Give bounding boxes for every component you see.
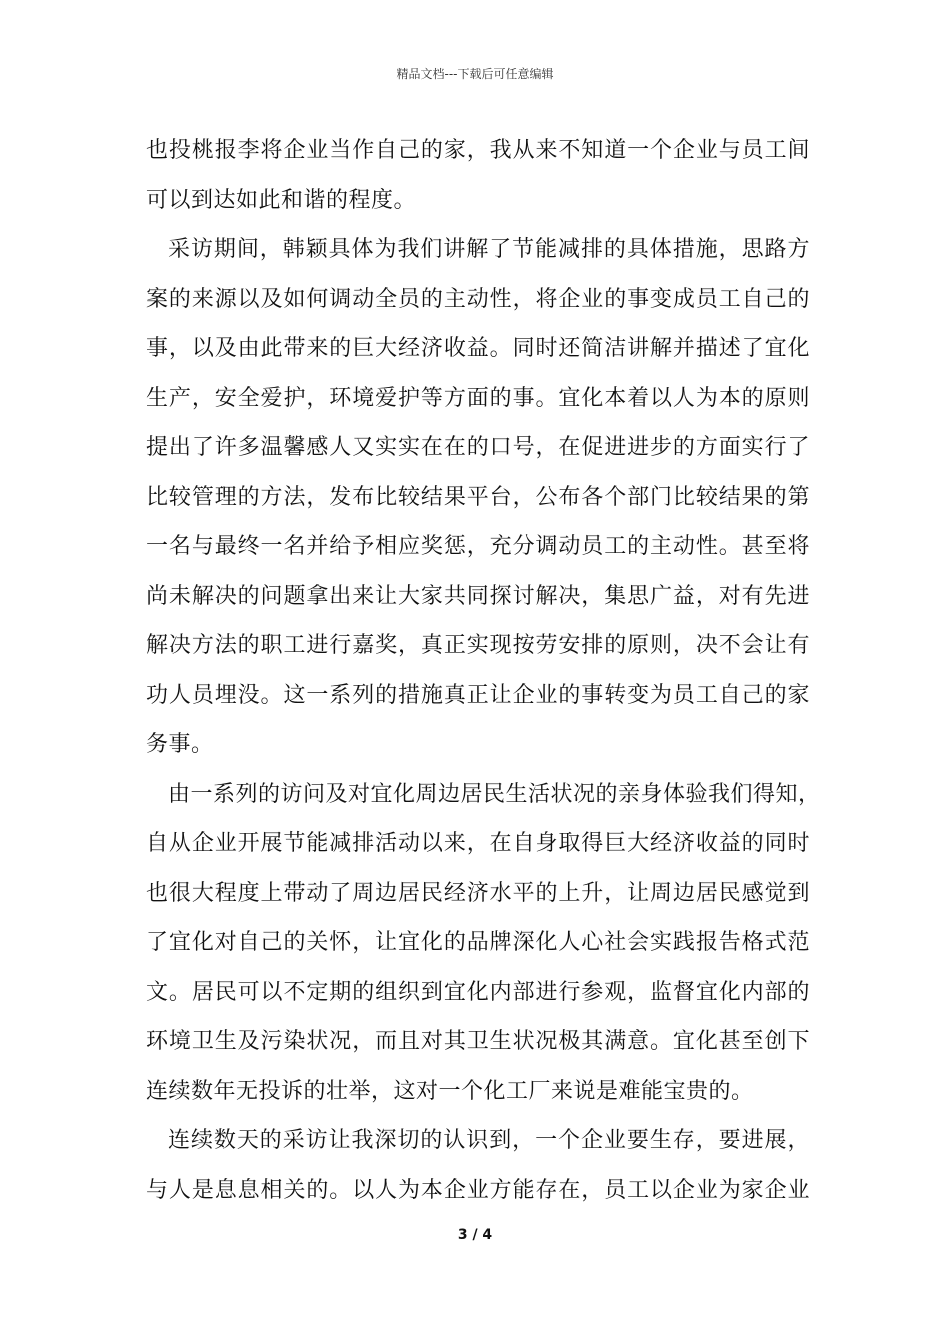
page-number: 3 / 4 <box>457 1227 493 1243</box>
paragraph-3-line-3: 也很大程度上带动了周边居民经济水平的上升，让周边居民感觉到 <box>146 880 810 906</box>
paragraph-3-line-4: 了宜化对自己的关怀，让宜化的品牌深化人心社会实践报告格式范 <box>146 930 810 955</box>
paragraph-3-line-7: 连续数年无投诉的壮举，这对一个化工厂来说是难能宝贵的。 <box>146 1078 754 1104</box>
paragraph-3-line-1: 由一系列的访问及对宜化周边居民生活状况的亲身体验我们得知， <box>168 781 821 807</box>
page-header: 精品文档---下载后可任意编辑 <box>396 67 554 81</box>
paragraph-4-line-1: 连续数天的采访让我深切的认识到，一个企业要生存，要进展， <box>168 1128 810 1153</box>
paragraph-2-line-10: 功人员埋没。这一系列的措施真正让企业的事转变为员工自己的家 <box>146 682 810 708</box>
paragraph-2-line-8: 尚未解决的问题拿出来让大家共同探讨解决，集思广益，对有先进 <box>146 583 810 609</box>
paragraph-2-line-7: 一名与最终一名并给予相应奖惩，充分调动员工的主动性。甚至将 <box>146 534 810 559</box>
paragraph-3-line-6: 环境卫生及污染状况，而且对其卫生状况极其满意。宜化甚至创下 <box>146 1029 810 1054</box>
paragraph-2-line-11: 务事。 <box>146 732 214 757</box>
paragraph-2-line-2: 案的来源以及如何调动全员的主动性，将企业的事变成员工自己的 <box>146 286 810 312</box>
paragraph-2-line-3: 事，以及由此带来的巨大经济收益。同时还简洁讲解并描述了宜化 <box>146 336 810 361</box>
paragraph-4-line-2: 与人是息息相关的。以人为本企业方能存在，员工以企业为家企业 <box>146 1177 810 1203</box>
paragraph-2-line-4: 生产，安全爱护，环境爱护等方面的事。宜化本着以人为本的原则 <box>146 385 810 411</box>
document-body <box>146 126 821 1215</box>
paragraph-3-line-2: 自从企业开展节能减排活动以来，在自身取得巨大经济收益的同时 <box>146 831 810 856</box>
paragraph-2-line-5: 提出了许多温馨感人又实实在在的口号，在促进进步的方面实行了 <box>146 435 810 460</box>
paragraph-3-line-5: 文。居民可以不定期的组织到宜化内部进行参观，监督宜化内部的 <box>146 979 810 1005</box>
paragraph-2-line-1: 采访期间，韩颖具体为我们讲解了节能减排的具体措施，思路方 <box>168 237 810 262</box>
paragraph-1-line-2: 可以到达如此和谐的程度。 <box>146 187 417 213</box>
paragraph-1-line-1: 也投桃报李将企业当作自己的家，我从来不知道一个企业与员工间 <box>146 138 810 163</box>
paragraph-2-line-9: 解决方法的职工进行嘉奖，真正实现按劳安排的原则，决不会让有 <box>146 633 810 658</box>
paragraph-2-line-6: 比较管理的方法，发布比较结果平台，公布各个部门比较结果的第 <box>146 484 810 510</box>
